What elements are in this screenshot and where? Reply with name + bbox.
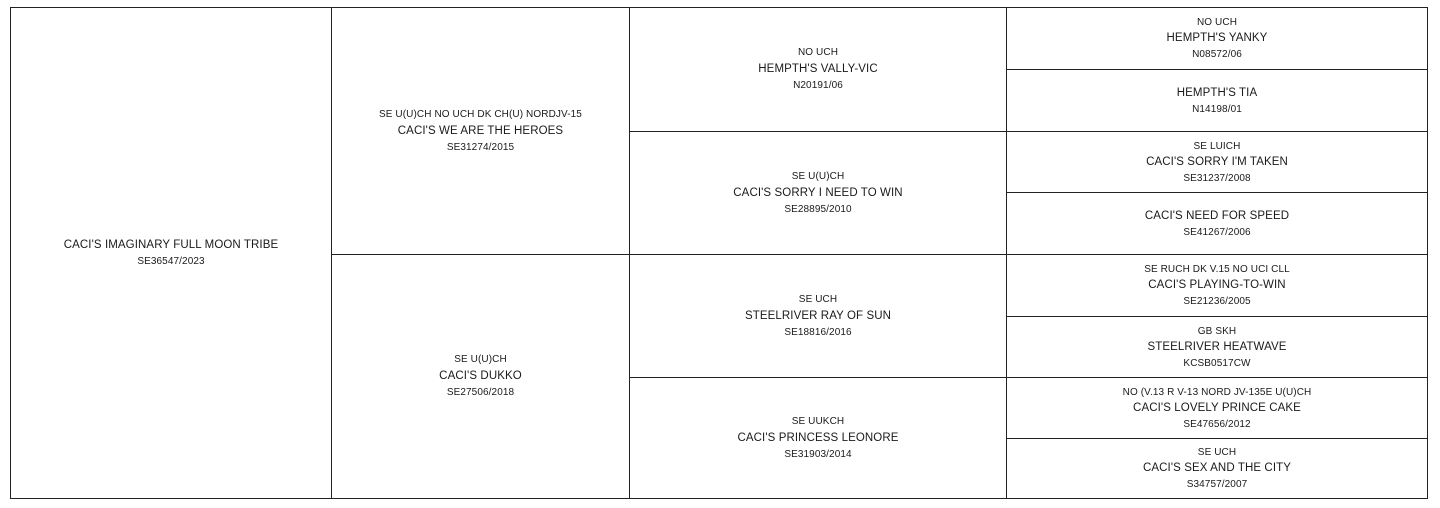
- g4-reg: SE41267/2006: [1183, 226, 1251, 238]
- g4-cell-4: [1006, 192, 1427, 254]
- sire-titles: SE U(U)CH NO UCH DK CH(U) NORDJV-15: [379, 108, 582, 120]
- g4-cell-6: [1006, 316, 1427, 377]
- g3-reg: SE31903/2014: [784, 448, 852, 460]
- g4-titles: NO UCH: [1196, 17, 1238, 28]
- subject-name: CACI'S IMAGINARY FULL MOON TRIBE: [63, 238, 279, 251]
- g4-reg: SE21236/2005: [1183, 296, 1251, 307]
- dam-titles: SE U(U)CH: [454, 354, 507, 365]
- g4-titles: NO (V.13 R V-13 NORD JV-135E U(U)CH: [1122, 386, 1312, 398]
- g4-reg: S34757/2007: [1186, 479, 1248, 490]
- g4-name: CACI'S SEX AND THE CITY: [1142, 462, 1292, 474]
- g3-name: HEMPTH'S VALLY-VIC: [758, 63, 878, 75]
- g4-reg: SE31237/2008: [1183, 172, 1251, 184]
- dam-name: CACI'S DUKKO: [439, 370, 522, 382]
- g4-name: CACI'S PLAYING-TO-WIN: [1148, 279, 1286, 291]
- g3-name: CACI'S PRINCESS LEONORE: [737, 431, 899, 444]
- g4-cell-7: [1006, 377, 1427, 438]
- dam-reg: SE27506/2018: [446, 387, 515, 398]
- sire-reg: SE31274/2015: [446, 141, 515, 153]
- subject-reg: SE36547/2023: [137, 255, 205, 267]
- g4-reg: N08572/06: [1192, 49, 1242, 60]
- g4-reg: SE47656/2012: [1183, 418, 1251, 430]
- g3-cell-1: [629, 8, 1006, 131]
- g4-cell-1: [1006, 8, 1427, 69]
- g3-reg: SE18816/2016: [784, 326, 852, 338]
- g4-cell-2: [1006, 69, 1427, 131]
- g4-titles: SE RUCH DK V.15 NO UCI CLL: [1144, 264, 1290, 275]
- g4-reg: KCSB0517CW: [1183, 357, 1251, 369]
- g4-name: STEELRIVER HEATWAVE: [1147, 340, 1287, 353]
- g4-titles: SE UCH: [1197, 447, 1237, 458]
- dam-cell: [331, 254, 629, 498]
- pedigree-table: [10, 7, 1428, 499]
- g4-name: HEMPTH'S YANKY: [1166, 32, 1268, 44]
- g3-titles: SE UCH: [798, 293, 838, 305]
- g4-cell-5: [1006, 254, 1427, 316]
- g4-name: CACI'S LOVELY PRINCE CAKE: [1133, 401, 1301, 414]
- g3-name: CACI'S SORRY I NEED TO WIN: [733, 186, 903, 199]
- g4-titles: GB SKH: [1197, 325, 1237, 337]
- g3-titles: SE U(U)CH: [791, 170, 845, 182]
- g3-cell-3: [629, 254, 1006, 377]
- g4-name: HEMPTH'S TIA: [1176, 86, 1258, 99]
- g3-titles: NO UCH: [797, 47, 839, 58]
- subject-cell: [11, 8, 331, 498]
- g4-cell-3: [1006, 131, 1427, 192]
- g3-reg: SE28895/2010: [784, 203, 852, 215]
- g3-name: STEELRIVER RAY OF SUN: [744, 309, 892, 322]
- g4-reg: N14198/01: [1192, 103, 1242, 115]
- g3-cell-4: [629, 377, 1006, 498]
- sire-cell: [331, 8, 629, 254]
- g4-name: CACI'S NEED FOR SPEED: [1144, 209, 1290, 222]
- g3-cell-2: [629, 131, 1006, 254]
- g4-name: CACI'S SORRY I'M TAKEN: [1146, 155, 1288, 168]
- g4-cell-8: [1006, 438, 1427, 498]
- g3-titles: SE UUKCH: [791, 415, 845, 427]
- g4-titles: SE LUICH: [1193, 140, 1241, 152]
- g3-reg: N20191/06: [793, 80, 843, 91]
- sire-name: CACI'S WE ARE THE HEROES: [397, 124, 564, 137]
